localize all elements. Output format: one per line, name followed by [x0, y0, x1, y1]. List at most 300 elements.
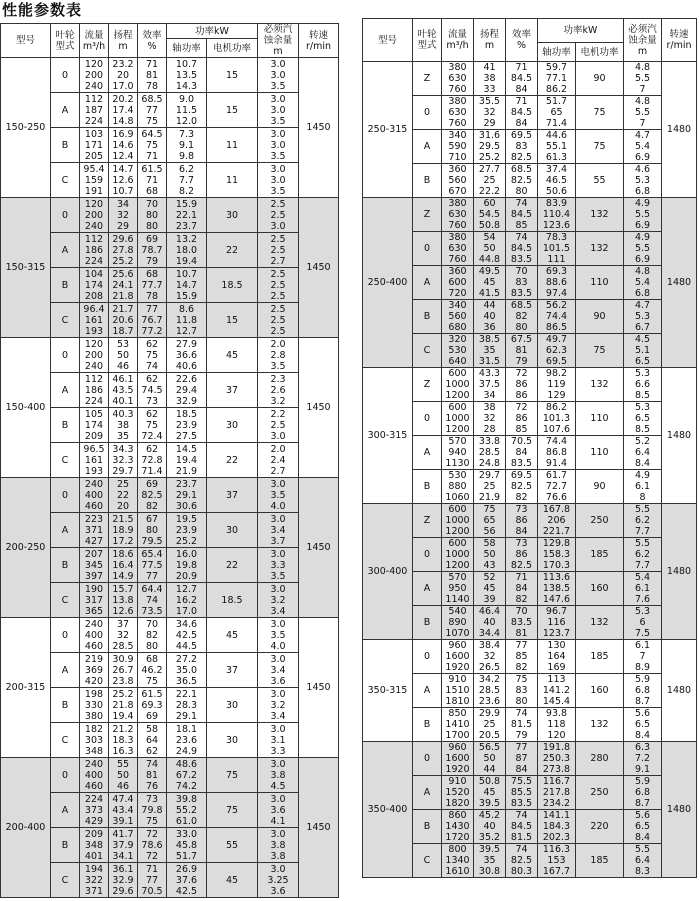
impeller-cell: A — [51, 653, 80, 688]
motor-power-cell: 280 — [576, 742, 624, 776]
npsh-cell: 4.9 5.5 6.9 — [624, 198, 662, 232]
npsh-cell: 3.0 3.3 3.5 — [258, 548, 299, 583]
shaft-power-cell: 27.9 36.6 40.6 — [167, 338, 207, 373]
table-row — [363, 300, 697, 334]
efficiency-cell: 69.5 83 82.5 — [506, 130, 538, 164]
impeller-cell: 0 — [51, 58, 80, 93]
npsh-cell: 3.0 3.0 3.5 — [258, 128, 299, 163]
model-cell: 300-400 — [363, 504, 413, 640]
table-row — [363, 470, 697, 504]
impeller-cell: Z — [413, 198, 442, 232]
performance-table-left — [0, 23, 339, 898]
motor-power-cell: 11 — [207, 163, 258, 198]
efficiency-cell: 62 74.5 73 — [138, 373, 167, 408]
efficiency-cell: 73 86 84 — [506, 504, 538, 538]
motor-power-cell: 15 — [207, 58, 258, 93]
npsh-cell: 2.5 2.5 3.0 — [258, 198, 299, 233]
table-row — [1, 408, 339, 443]
motor-power-cell: 185 — [576, 640, 624, 674]
head-cell: 25 22 20 — [109, 478, 138, 513]
head-cell: 18.6 16.4 14.9 — [109, 548, 138, 583]
motor-power-cell: 90 — [576, 62, 624, 96]
shaft-power-cell: 129.8 158.3 170.3 — [538, 538, 576, 572]
impeller-cell: 0 — [51, 618, 80, 653]
head-cell: 33.8 28.5 24.8 — [474, 436, 506, 470]
table-row — [1, 758, 339, 793]
efficiency-cell: 74 84.5 85 — [506, 198, 538, 232]
head-cell: 53 50 46 — [109, 338, 138, 373]
head-cell: 15.7 13.8 12.6 — [109, 583, 138, 618]
npsh-cell: 3.0 3.4 3.6 — [258, 653, 299, 688]
table-row — [1, 478, 339, 513]
shaft-power-cell: 10.7 13.5 14.3 — [167, 58, 207, 93]
efficiency-cell: 69.5 82.5 82 — [506, 470, 538, 504]
impeller-cell: B — [51, 828, 80, 863]
header-efficiency: 效率 % — [506, 19, 538, 62]
flow-cell: 340 560 680 — [442, 300, 474, 334]
shaft-power-cell: 93.8 118 120 — [538, 708, 576, 742]
header-efficiency: 效率 % — [138, 24, 167, 58]
shaft-power-cell: 44.6 55.1 61.3 — [538, 130, 576, 164]
head-cell: 21.7 20.6 18.7 — [109, 303, 138, 338]
table-row — [1, 93, 339, 128]
head-cell: 25.6 24.1 21.8 — [109, 268, 138, 303]
motor-power-cell: 75 — [207, 793, 258, 828]
shaft-power-cell: 59.7 77.1 86.2 — [538, 62, 576, 96]
shaft-power-cell: 23.7 29.1 30.6 — [167, 478, 207, 513]
model-cell: 350-315 — [363, 640, 413, 742]
flow-cell: 194 322 371 — [80, 863, 109, 898]
impeller-cell: A — [51, 513, 80, 548]
table-row — [363, 334, 697, 368]
flow-cell: 182 303 348 — [80, 723, 109, 758]
motor-power-cell: 110 — [576, 402, 624, 436]
head-cell: 52 45 39 — [474, 572, 506, 606]
efficiency-cell: 73 79.8 75 — [138, 793, 167, 828]
impeller-cell: C — [51, 863, 80, 898]
flow-cell: 600 1000 1200 — [442, 538, 474, 572]
head-cell: 50.8 45 39.5 — [474, 776, 506, 810]
model-cell: 350-400 — [363, 742, 413, 878]
efficiency-cell: 67.5 81 79 — [506, 334, 538, 368]
head-cell: 21.5 18.9 17.2 — [109, 513, 138, 548]
flow-cell: 240 400 460 — [80, 758, 109, 793]
efficiency-cell: 58 64 62 — [138, 723, 167, 758]
motor-power-cell: 18.5 — [207, 268, 258, 303]
model-cell: 250-315 — [363, 62, 413, 198]
impeller-cell: B — [413, 606, 442, 640]
npsh-cell: 5.6 6.5 8.4 — [624, 810, 662, 844]
header-impeller: 叶轮 型式 — [51, 24, 80, 58]
npsh-cell: 5.6 6.5 8.4 — [624, 708, 662, 742]
npsh-cell: 5.5 6.2 7.7 — [624, 504, 662, 538]
shaft-power-cell: 9.0 11.5 12.0 — [167, 93, 207, 128]
motor-power-cell: 45 — [207, 863, 258, 898]
efficiency-cell: 62 72.8 71.4 — [138, 443, 167, 478]
header-speed: 转速 r/min — [299, 24, 339, 58]
speed-cell: 1450 — [299, 338, 339, 478]
flow-cell: 960 1600 1920 — [442, 640, 474, 674]
table-row — [363, 844, 697, 878]
impeller-cell: C — [413, 844, 442, 878]
npsh-cell: 3.0 3.1 3.3 — [258, 723, 299, 758]
efficiency-cell: 69 82.5 82 — [138, 478, 167, 513]
efficiency-cell: 71 77 70.5 — [138, 863, 167, 898]
model-cell: 200-250 — [1, 478, 51, 618]
table-row — [363, 402, 697, 436]
npsh-cell: 4.6 5.3 6.8 — [624, 164, 662, 198]
efficiency-cell: 68.5 82 80 — [506, 300, 538, 334]
impeller-cell: 0 — [413, 538, 442, 572]
header-model: 型号 — [363, 19, 413, 62]
table-row — [1, 338, 339, 373]
efficiency-cell: 61.5 71 68 — [138, 163, 167, 198]
shaft-power-cell: 22.6 29.4 32.9 — [167, 373, 207, 408]
head-cell: 47.4 43.4 39.1 — [109, 793, 138, 828]
impeller-cell: 0 — [413, 96, 442, 130]
shaft-power-cell: 18.1 23.6 24.9 — [167, 723, 207, 758]
impeller-cell: A — [51, 793, 80, 828]
flow-cell: 112 186 224 — [80, 373, 109, 408]
speed-cell: 1480 — [662, 640, 697, 742]
npsh-cell: 5.3 6 7.5 — [624, 606, 662, 640]
npsh-cell: 2.2 2.5 3.0 — [258, 408, 299, 443]
impeller-cell: Z — [413, 368, 442, 402]
impeller-cell: Z — [413, 504, 442, 538]
npsh-cell: 3.0 3.4 3.7 — [258, 513, 299, 548]
efficiency-cell: 74 81.5 79 — [506, 708, 538, 742]
header-motor-power: 电机功率 — [207, 39, 258, 58]
table-row — [363, 742, 697, 776]
flow-cell: 860 1430 1720 — [442, 810, 474, 844]
header-motor-power: 电机功率 — [576, 43, 624, 62]
table-row — [363, 232, 697, 266]
flow-cell: 570 950 1140 — [442, 572, 474, 606]
head-cell: 46.1 43.5 40.1 — [109, 373, 138, 408]
motor-power-cell: 132 — [576, 232, 624, 266]
efficiency-cell: 70.5 84 83.5 — [506, 436, 538, 470]
flow-cell: 240 400 460 — [80, 478, 109, 513]
npsh-cell: 3.0 3.8 3.8 — [258, 828, 299, 863]
head-cell: 20.2 17.4 14.8 — [109, 93, 138, 128]
impeller-cell: B — [413, 708, 442, 742]
header-npsh: 必须汽 蚀余量 m — [258, 24, 299, 58]
impeller-cell: C — [51, 443, 80, 478]
flow-cell: 105 174 209 — [80, 408, 109, 443]
npsh-cell: 5.3 6.6 8.5 — [624, 368, 662, 402]
motor-power-cell: 160 — [576, 674, 624, 708]
speed-cell: 1450 — [299, 478, 339, 618]
head-cell: 34 32 29 — [109, 198, 138, 233]
head-cell: 55 50 46 — [109, 758, 138, 793]
flow-cell: 340 590 710 — [442, 130, 474, 164]
head-cell: 34.2 28.5 23.6 — [474, 674, 506, 708]
impeller-cell: 0 — [413, 232, 442, 266]
motor-power-cell: 15 — [207, 93, 258, 128]
impeller-cell: A — [51, 93, 80, 128]
efficiency-cell: 72 86 85 — [506, 402, 538, 436]
flow-cell: 112 187 224 — [80, 93, 109, 128]
motor-power-cell: 110 — [576, 436, 624, 470]
impeller-cell: C — [51, 303, 80, 338]
impeller-cell: C — [51, 583, 80, 618]
impeller-cell: A — [413, 674, 442, 708]
impeller-cell: A — [413, 776, 442, 810]
header-shaft-power: 轴功率 — [167, 39, 207, 58]
shaft-power-cell: 78.3 101.5 111 — [538, 232, 576, 266]
efficiency-cell: 68.5 82.5 80 — [506, 164, 538, 198]
head-cell: 30.9 26.7 23.8 — [109, 653, 138, 688]
motor-power-cell: 15 — [207, 303, 258, 338]
efficiency-cell: 77 85 82 — [506, 640, 538, 674]
impeller-cell: 0 — [413, 640, 442, 674]
motor-power-cell: 250 — [576, 776, 624, 810]
impeller-cell: A — [51, 233, 80, 268]
efficiency-cell: 71 84.5 84 — [506, 62, 538, 96]
motor-power-cell: 75 — [576, 96, 624, 130]
motor-power-cell: 132 — [576, 198, 624, 232]
efficiency-cell: 74 81 76 — [138, 758, 167, 793]
table-row — [363, 130, 697, 164]
shaft-power-cell: 37.4 46.5 50.6 — [538, 164, 576, 198]
head-cell: 38.5 35 31.5 — [474, 334, 506, 368]
npsh-cell: 4.7 5.4 6.9 — [624, 130, 662, 164]
table-row — [363, 198, 697, 232]
flow-cell: 800 1340 1610 — [442, 844, 474, 878]
flow-cell: 570 940 1130 — [442, 436, 474, 470]
impeller-cell: 0 — [51, 198, 80, 233]
motor-power-cell: 185 — [576, 538, 624, 572]
npsh-cell: 5.5 6.4 8.3 — [624, 844, 662, 878]
shaft-power-cell: 14.5 19.4 21.9 — [167, 443, 207, 478]
npsh-cell: 3.0 3.0 3.5 — [258, 163, 299, 198]
motor-power-cell: 75 — [576, 334, 624, 368]
table-row — [363, 674, 697, 708]
table-row — [1, 793, 339, 828]
motor-power-cell: 30 — [207, 513, 258, 548]
shaft-power-cell: 116.3 153 167.7 — [538, 844, 576, 878]
table-row — [1, 863, 339, 898]
head-cell: 41.7 37.9 34.1 — [109, 828, 138, 863]
motor-power-cell: 160 — [576, 572, 624, 606]
model-cell: 200-400 — [1, 758, 51, 898]
flow-cell: 224 373 429 — [80, 793, 109, 828]
impeller-cell: 0 — [51, 758, 80, 793]
impeller-cell: B — [413, 810, 442, 844]
header-head: 扬程 m — [474, 19, 506, 62]
efficiency-cell: 62 75 74 — [138, 338, 167, 373]
shaft-power-cell: 86.2 101.3 107.6 — [538, 402, 576, 436]
npsh-cell: 4.8 5.5 7 — [624, 62, 662, 96]
head-cell: 27.7 25 22.2 — [474, 164, 506, 198]
header-speed: 转速 r/min — [662, 19, 697, 62]
table-row — [1, 58, 339, 93]
motor-power-cell: 30 — [207, 198, 258, 233]
efficiency-cell: 69 78.7 79 — [138, 233, 167, 268]
flow-cell: 209 348 401 — [80, 828, 109, 863]
npsh-cell: 4.9 5.5 6.9 — [624, 232, 662, 266]
motor-power-cell: 250 — [576, 504, 624, 538]
efficiency-cell: 67 80 79.5 — [138, 513, 167, 548]
table-row — [1, 233, 339, 268]
head-cell: 45.2 40 35.2 — [474, 810, 506, 844]
npsh-cell: 2.3 2.6 3.2 — [258, 373, 299, 408]
npsh-cell: 5.9 6.8 8.7 — [624, 776, 662, 810]
shaft-power-cell: 12.7 16.2 17.0 — [167, 583, 207, 618]
shaft-power-cell: 69.3 88.6 97.4 — [538, 266, 576, 300]
speed-cell: 1480 — [662, 368, 697, 504]
head-cell: 44 40 36 — [474, 300, 506, 334]
shaft-power-cell: 22.1 28.3 29.1 — [167, 688, 207, 723]
table-row — [363, 96, 697, 130]
header-npsh: 必须汽 蚀余量 m — [624, 19, 662, 62]
table-row — [363, 504, 697, 538]
flow-cell: 600 1000 1200 — [442, 504, 474, 538]
table-row — [363, 708, 697, 742]
speed-cell: 1450 — [299, 198, 339, 338]
efficiency-cell: 64.4 74 73.5 — [138, 583, 167, 618]
shaft-power-cell: 74.4 86.8 91.4 — [538, 436, 576, 470]
npsh-cell: 3.0 3.2 3.4 — [258, 583, 299, 618]
flow-cell: 600 1000 1200 — [442, 368, 474, 402]
efficiency-cell: 75 83 80 — [506, 674, 538, 708]
head-cell: 29.7 25 21.9 — [474, 470, 506, 504]
head-cell: 16.9 14.6 12.4 — [109, 128, 138, 163]
flow-cell: 190 317 365 — [80, 583, 109, 618]
efficiency-cell: 73 86 82.5 — [506, 538, 538, 572]
flow-cell: 380 630 760 — [442, 232, 474, 266]
header-shaft-power: 轴功率 — [538, 43, 576, 62]
table-row — [363, 62, 697, 96]
flow-cell: 380 630 760 — [442, 198, 474, 232]
efficiency-cell: 64.5 75 71 — [138, 128, 167, 163]
table-row — [1, 128, 339, 163]
header-flow: 流量 m³/h — [442, 19, 474, 62]
head-cell: 41 38 33 — [474, 62, 506, 96]
head-cell: 14.7 12.6 10.7 — [109, 163, 138, 198]
efficiency-cell: 70 83.5 81 — [506, 606, 538, 640]
impeller-cell: C — [51, 163, 80, 198]
npsh-cell: 2.5 2.5 2.5 — [258, 303, 299, 338]
shaft-power-cell: 8.6 11.8 12.7 — [167, 303, 207, 338]
efficiency-cell: 71 81 78 — [138, 58, 167, 93]
speed-cell: 1480 — [662, 62, 697, 198]
flow-cell: 540 890 1070 — [442, 606, 474, 640]
table-row — [363, 538, 697, 572]
shaft-power-cell: 98.2 119 129 — [538, 368, 576, 402]
header-power: 功率kW — [167, 24, 258, 39]
npsh-cell: 5.4 6.1 7.6 — [624, 572, 662, 606]
efficiency-cell: 74 84.5 83.5 — [506, 232, 538, 266]
npsh-cell: 6.3 7.2 9.1 — [624, 742, 662, 776]
shaft-power-cell: 16.0 19.8 20.9 — [167, 548, 207, 583]
motor-power-cell: 185 — [576, 844, 624, 878]
flow-cell: 120 200 240 — [80, 198, 109, 233]
table-row — [1, 723, 339, 758]
shaft-power-cell: 116.7 217.8 234.2 — [538, 776, 576, 810]
impeller-cell: A — [413, 572, 442, 606]
flow-cell: 530 880 1060 — [442, 470, 474, 504]
efficiency-cell: 75.5 85.5 83.5 — [506, 776, 538, 810]
shaft-power-cell: 83.9 110.4 123.6 — [538, 198, 576, 232]
head-cell: 38.4 32 26.5 — [474, 640, 506, 674]
speed-cell: 1450 — [299, 618, 339, 758]
npsh-cell: 4.7 5.3 6.7 — [624, 300, 662, 334]
impeller-cell: C — [51, 723, 80, 758]
motor-power-cell: 55 — [207, 828, 258, 863]
table-row — [1, 513, 339, 548]
motor-power-cell: 110 — [576, 266, 624, 300]
flow-cell: 240 400 460 — [80, 618, 109, 653]
head-cell: 39.5 35 30.8 — [474, 844, 506, 878]
npsh-cell: 5.2 6.4 8.4 — [624, 436, 662, 470]
head-cell: 54 50 44.8 — [474, 232, 506, 266]
efficiency-cell: 74 84.5 81.5 — [506, 810, 538, 844]
efficiency-cell: 71 84.5 84 — [506, 96, 538, 130]
impeller-cell: 0 — [51, 338, 80, 373]
header-flow: 流量 m³/h — [80, 24, 109, 58]
efficiency-cell: 77 76.7 77.2 — [138, 303, 167, 338]
flow-cell: 910 1510 1810 — [442, 674, 474, 708]
motor-power-cell: 132 — [576, 368, 624, 402]
flow-cell: 120 200 240 — [80, 338, 109, 373]
npsh-cell: 3.0 3.25 3.6 — [258, 863, 299, 898]
flow-cell: 223 371 427 — [80, 513, 109, 548]
speed-cell: 1480 — [662, 742, 697, 878]
page-title: 性能参数表 — [2, 1, 83, 19]
impeller-cell: 0 — [51, 478, 80, 513]
model-cell: 150-400 — [1, 338, 51, 478]
impeller-cell: B — [51, 128, 80, 163]
flow-cell: 96.5 161 193 — [80, 443, 109, 478]
impeller-cell: A — [413, 436, 442, 470]
npsh-cell: 6.1 7 8.9 — [624, 640, 662, 674]
npsh-cell: 4.8 5.5 7 — [624, 96, 662, 130]
motor-power-cell: 45 — [207, 618, 258, 653]
shaft-power-cell: 34.6 42.5 44.5 — [167, 618, 207, 653]
motor-power-cell: 30 — [207, 723, 258, 758]
npsh-cell: 3.0 3.2 3.4 — [258, 688, 299, 723]
motor-power-cell: 220 — [576, 810, 624, 844]
flow-cell: 104 174 208 — [80, 268, 109, 303]
motor-power-cell: 37 — [207, 478, 258, 513]
head-cell: 56.5 50 44 — [474, 742, 506, 776]
flow-cell: 320 530 640 — [442, 334, 474, 368]
shaft-power-cell: 113 141.2 145.4 — [538, 674, 576, 708]
head-cell: 25.2 21.8 19.4 — [109, 688, 138, 723]
table-row — [1, 583, 339, 618]
impeller-cell: B — [413, 470, 442, 504]
shaft-power-cell: 113.6 138.5 147.6 — [538, 572, 576, 606]
header-impeller: 叶轮 型式 — [413, 19, 442, 62]
speed-cell: 1480 — [662, 504, 697, 640]
impeller-cell: A — [413, 266, 442, 300]
shaft-power-cell: 141.1 184.3 202.3 — [538, 810, 576, 844]
model-cell: 250-400 — [363, 198, 413, 368]
impeller-cell: A — [51, 373, 80, 408]
performance-table-right — [362, 18, 697, 878]
shaft-power-cell: 15.9 22.1 23.7 — [167, 198, 207, 233]
table-row — [363, 606, 697, 640]
head-cell: 36.1 32.9 29.6 — [109, 863, 138, 898]
table-row — [1, 303, 339, 338]
table-row — [363, 164, 697, 198]
flow-cell: 112 186 224 — [80, 233, 109, 268]
head-cell: 49.5 45 41.5 — [474, 266, 506, 300]
motor-power-cell: 55 — [576, 164, 624, 198]
npsh-cell: 3.0 3.5 4.0 — [258, 478, 299, 513]
motor-power-cell: 37 — [207, 373, 258, 408]
